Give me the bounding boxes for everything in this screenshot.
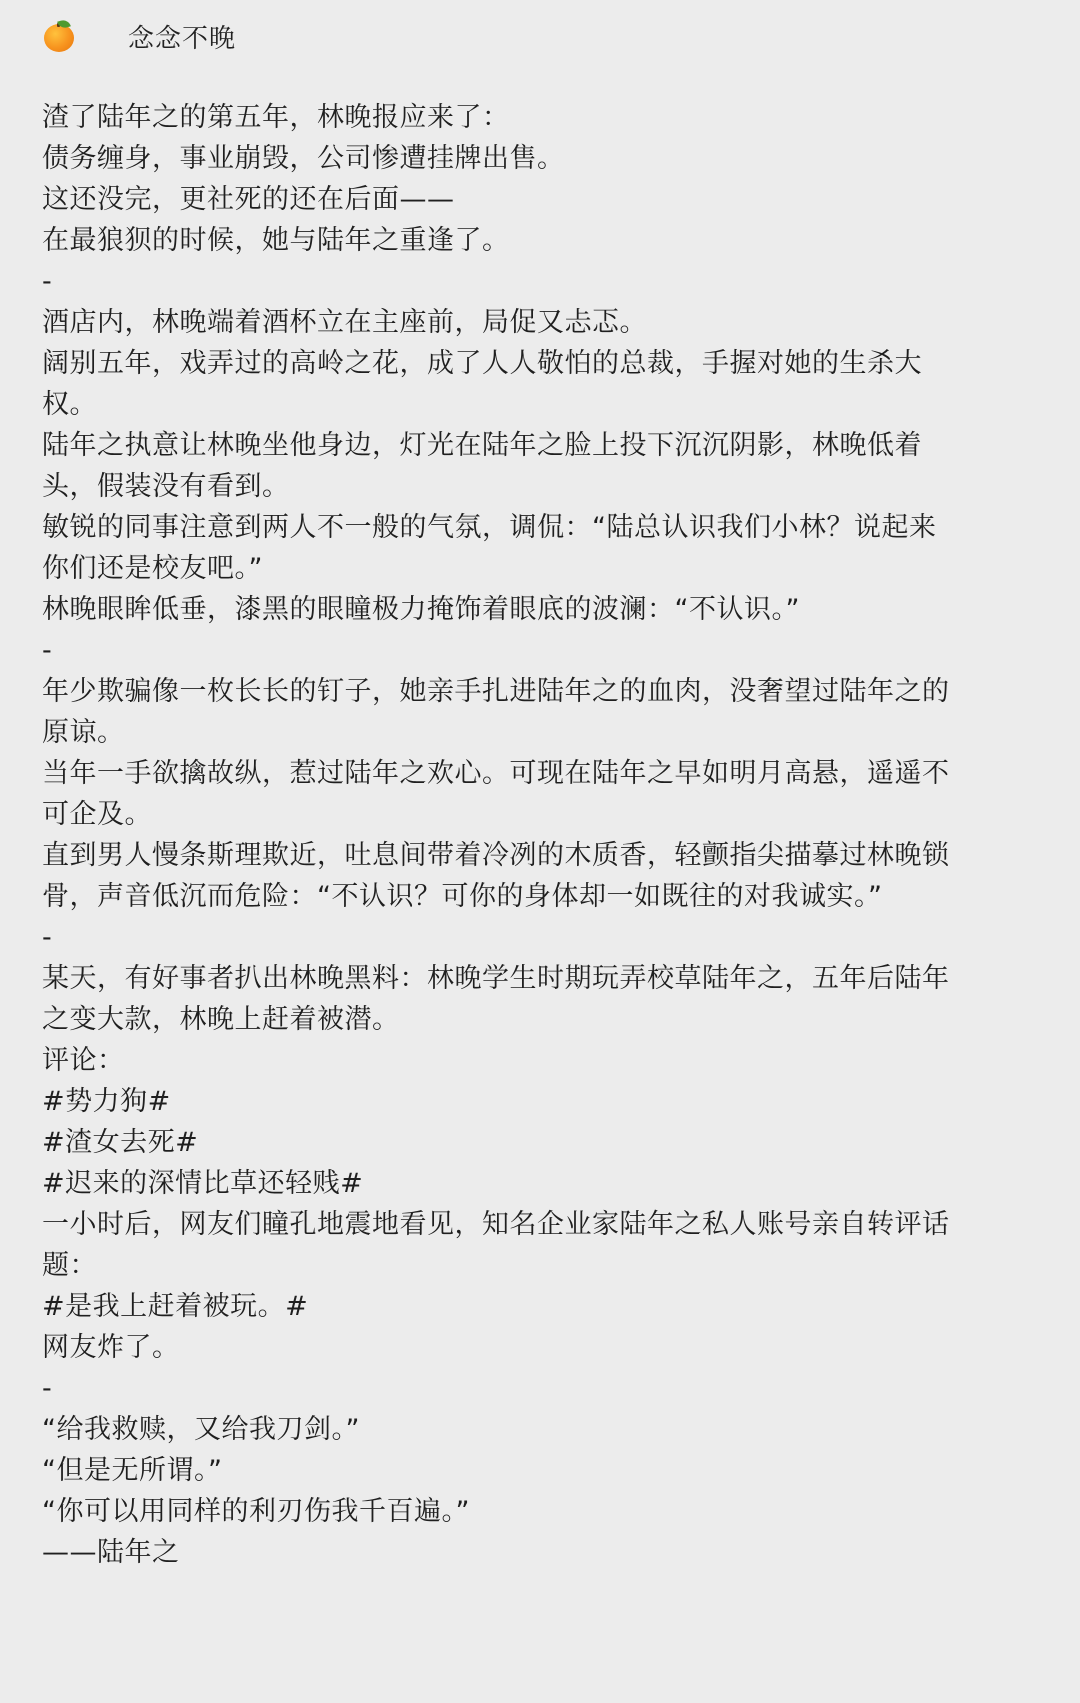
text-line: 骨，声音低沉而危险：“不认识？可你的身体却一如既往的对我诚实。” bbox=[42, 881, 883, 912]
text-line: #势力狗# bbox=[42, 1086, 171, 1117]
text-line: 一小时后，网友们瞳孔地震地看见，知名企业家陆年之私人账号亲自转评话 bbox=[42, 1209, 950, 1240]
text-line: 原谅。 bbox=[42, 717, 125, 748]
text-line: 头，假装没有看到。 bbox=[42, 471, 290, 502]
text-line: 陆年之执意让林晚坐他身边，灯光在陆年之脸上投下沉沉阴影，林晚低着 bbox=[42, 430, 922, 461]
text-line: 渣了陆年之的第五年，林晚报应来了： bbox=[42, 102, 510, 133]
section-divider: - bbox=[42, 635, 53, 666]
text-line: “但是无所谓。” bbox=[42, 1455, 223, 1486]
text-line: “给我救赎，又给我刀剑。” bbox=[42, 1414, 360, 1445]
text-line: 这还没完，更社死的还在后面—— bbox=[42, 184, 455, 215]
text-line: ——陆年之 bbox=[42, 1537, 180, 1568]
orange-icon bbox=[44, 20, 76, 52]
section-divider: - bbox=[42, 1373, 53, 1404]
section-divider: - bbox=[42, 266, 53, 297]
text-line: 敏锐的同事注意到两人不一般的气氛，调侃：“陆总认识我们小林？说起来 bbox=[42, 512, 937, 543]
text-line: 某天，有好事者扒出林晚黑料：林晚学生时期玩弄校草陆年之，五年后陆年 bbox=[42, 963, 950, 994]
post-header bbox=[44, 14, 236, 58]
text-line: #渣女去死# bbox=[42, 1127, 199, 1158]
text-line: 当年一手欲擒故纵，惹过陆年之欢心。可现在陆年之早如明月高悬，遥遥不 bbox=[42, 758, 950, 789]
text-line: 阔别五年，戏弄过的高岭之花，成了人人敬怕的总裁，手握对她的生杀大 bbox=[42, 348, 922, 379]
text-line: 之变大款，林晚上赶着被潜。 bbox=[42, 1004, 400, 1035]
text-line: 年少欺骗像一枚长长的钉子，她亲手扎进陆年之的血肉，没奢望过陆年之的 bbox=[42, 676, 950, 707]
text-line: 债务缠身，事业崩毁，公司惨遭挂牌出售。 bbox=[42, 143, 565, 174]
text-line: 直到男人慢条斯理欺近，吐息间带着冷冽的木质香，轻颤指尖描摹过林晚锁 bbox=[42, 840, 950, 871]
text-line: 可企及。 bbox=[42, 799, 152, 830]
section-divider: - bbox=[42, 922, 53, 953]
post-body bbox=[42, 97, 1040, 1573]
text-line: 林晚眼眸低垂，漆黑的眼瞳极力掩饰着眼底的波澜：“不认识。” bbox=[42, 594, 800, 625]
text-line: 你们还是校友吧。” bbox=[42, 553, 263, 584]
text-line: #迟来的深情比草还轻贱# bbox=[42, 1168, 364, 1199]
text-line: 评论： bbox=[42, 1045, 125, 1076]
text-line: 酒店内，林晚端着酒杯立在主座前，局促又忐忑。 bbox=[42, 307, 647, 338]
text-line: 题： bbox=[42, 1250, 97, 1281]
text-line: 网友炸了。 bbox=[42, 1332, 180, 1363]
text-line: #是我上赶着被玩。# bbox=[42, 1291, 309, 1322]
author-name[interactable]: 念念不晚 bbox=[128, 23, 237, 54]
text-line: 权。 bbox=[42, 389, 97, 420]
text-line: “你可以用同样的利刃伤我千百遍。” bbox=[42, 1496, 470, 1527]
text-line: 在最狼狈的时候，她与陆年之重逢了。 bbox=[42, 225, 510, 256]
